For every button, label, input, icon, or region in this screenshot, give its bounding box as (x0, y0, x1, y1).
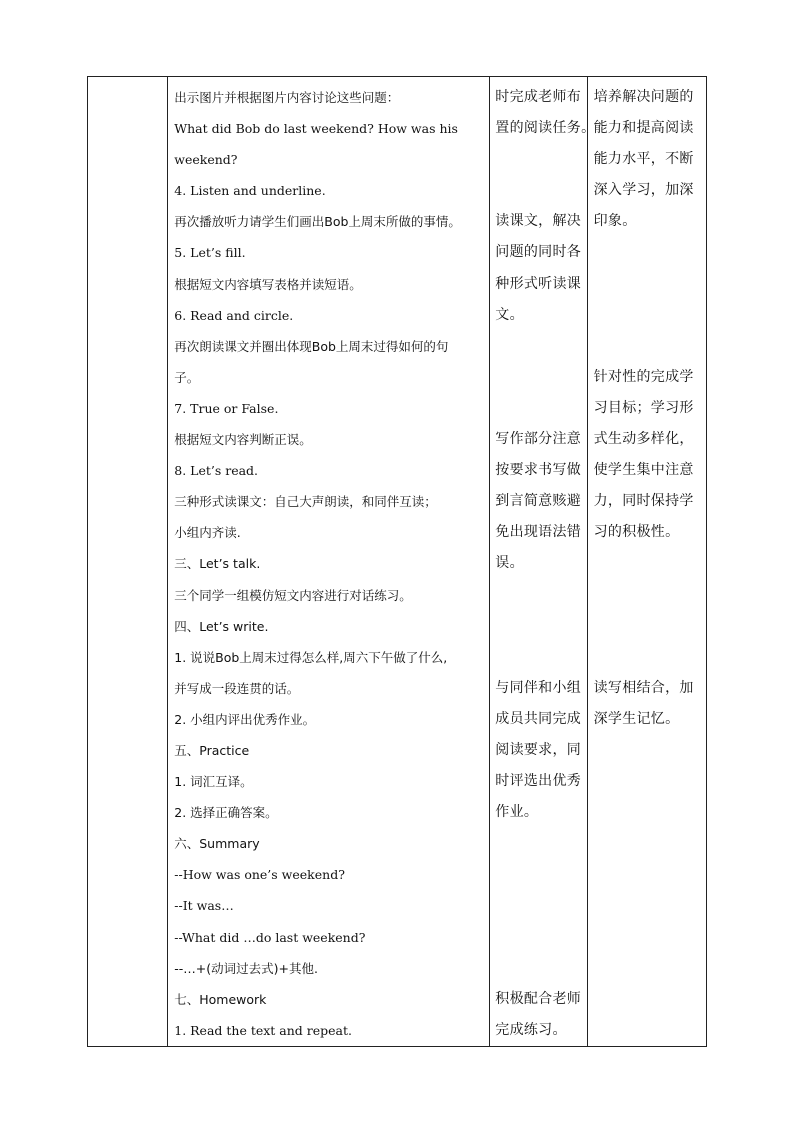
process-text-line: 6. Read and circle. (174, 307, 294, 323)
process-text-line: 根据短文内容填写表格并读短语。 (174, 276, 362, 292)
activity-text-line (495, 953, 583, 984)
activity-text-line (495, 922, 583, 953)
process-text-line: 1. Read the text and repeat. (174, 1022, 352, 1038)
activity-text-line (495, 144, 583, 175)
intent-text-line: 读写相结合，加 (593, 679, 694, 696)
process-text-line: 2. 选择正确答案。 (174, 805, 278, 821)
student-activity-cell (490, 77, 596, 1047)
process-text-line: 五、Practice (174, 742, 250, 758)
activity-text-line (495, 642, 583, 673)
activity-text-line: 阅读要求，同 (495, 741, 582, 758)
process-text-line: 7. True or False. (174, 400, 279, 416)
stage-column-cell (88, 77, 168, 1047)
process-text-line: 三种形式读课文：自己大声朗读，和同伴互读； (174, 494, 437, 510)
process-text-line: 5. Let’s fill. (174, 245, 246, 261)
table-row (88, 77, 707, 1047)
process-text-line: What did Bob do last weekend? How was his (174, 121, 458, 137)
intent-text-line (594, 237, 703, 268)
process-text-line: 七、Homework (174, 991, 267, 1007)
intent-text-line: 印象。 (593, 213, 637, 230)
process-text-line: 1. 说说Bob上周末过得怎么样,周六下午做了什么, (174, 649, 448, 665)
activity-text-line (495, 393, 583, 424)
teaching-process-lines (168, 77, 489, 1046)
process-text-line: 子。 (174, 369, 200, 385)
lesson-plan-table (87, 76, 707, 1047)
activity-text-line (495, 859, 583, 890)
process-text-line: 再次播放听力请学生们画出Bob上周末所做的事情。 (174, 214, 461, 230)
intent-text-line: 针对性的完成学 (593, 368, 694, 385)
activity-text-line: 完成练习。 (495, 1021, 567, 1038)
activity-text-line: 读课文，解决 (495, 213, 582, 230)
design-intent-cell (587, 77, 706, 1047)
intent-text-line (594, 300, 703, 331)
intent-text-line (594, 642, 703, 673)
activity-text-line: 时完成老师布 (495, 89, 582, 105)
process-text-line: --…+(动词过去式)+其他. (174, 960, 318, 976)
intent-text-line: 使学生集中注意 (593, 462, 694, 479)
intent-text-line: 能力和提高阅读 (593, 120, 694, 137)
teaching-process-cell (168, 77, 490, 1047)
design-intent-lines (588, 77, 706, 735)
activity-text-line: 成员共同完成 (495, 710, 582, 727)
intent-text-line: 培养解决问题的 (593, 89, 694, 105)
process-text-line: 1. 词汇互译。 (174, 774, 253, 790)
activity-text-line (495, 362, 583, 393)
process-text-line: 三个同学一组模仿短文内容进行对话练习。 (174, 587, 412, 603)
activity-text-line: 问题的同时各 (495, 244, 582, 261)
intent-text-line (594, 611, 703, 642)
process-text-line: 六、Summary (174, 836, 260, 852)
process-text-line: 并写成一段连贯的话。 (174, 680, 300, 696)
intent-text-line: 能力水平，不断 (593, 151, 694, 168)
activity-text-line (495, 175, 583, 206)
activity-text-line: 写作部分注意 (495, 431, 582, 448)
intent-text-line (594, 269, 703, 300)
process-text-line: 2. 小组内评出优秀作业。 (174, 711, 316, 727)
intent-text-line: 习的积极性。 (593, 524, 680, 541)
activity-text-line (495, 580, 583, 611)
intent-text-line: 式生动多样化， (593, 431, 694, 448)
activity-text-line (495, 611, 583, 642)
process-text-line: 再次朗读课文并圈出体现Bob上周末过得如何的句 (174, 338, 449, 354)
intent-text-line: 力，同时保持学 (593, 493, 694, 510)
activity-text-line: 时评选出优秀 (495, 773, 582, 790)
process-text-line: 根据短文内容判断正误。 (174, 432, 312, 448)
process-text-line: --It was… (174, 898, 234, 914)
intent-text-line: 习目标；学习形 (593, 399, 694, 416)
process-text-line: --What did …do last weekend? (174, 929, 366, 945)
activity-text-line (495, 890, 583, 921)
student-activity-lines (490, 77, 596, 1046)
intent-text-line: 深学生记忆。 (593, 710, 680, 727)
activity-text-line: 到言简意赅避 (495, 493, 582, 510)
activity-text-line: 免出现语法错 (495, 524, 582, 541)
activity-text-line: 置的阅读任务。 (495, 120, 596, 137)
process-text-line: 出示图片并根据图片内容讨论这些问题： (174, 90, 400, 105)
activity-text-line: 按要求书写做 (495, 462, 582, 479)
process-text-line: 8. Let’s read. (174, 463, 259, 479)
process-text-line: 4. Listen and underline. (174, 183, 326, 199)
activity-text-line: 文。 (495, 306, 524, 323)
intent-text-line (594, 331, 703, 362)
process-text-line: 四、Let’s write. (174, 618, 269, 634)
intent-text-line: 深入学习，加深 (593, 182, 694, 199)
activity-text-line: 积极配合老师 (495, 990, 582, 1007)
activity-text-line: 误。 (495, 555, 524, 572)
intent-text-line (594, 580, 703, 611)
activity-text-line (495, 331, 583, 362)
activity-text-line: 与同伴和小组 (495, 679, 582, 696)
activity-text-line: 作业。 (495, 804, 539, 821)
process-text-line: --How was one’s weekend? (174, 867, 345, 883)
activity-text-line (495, 828, 583, 859)
process-text-line: weekend? (174, 152, 238, 168)
activity-text-line: 种形式听读课 (495, 275, 582, 292)
intent-text-line (594, 548, 703, 579)
process-text-line: 小组内齐读. (174, 525, 241, 541)
process-text-line: 三、Let’s talk. (174, 556, 261, 572)
